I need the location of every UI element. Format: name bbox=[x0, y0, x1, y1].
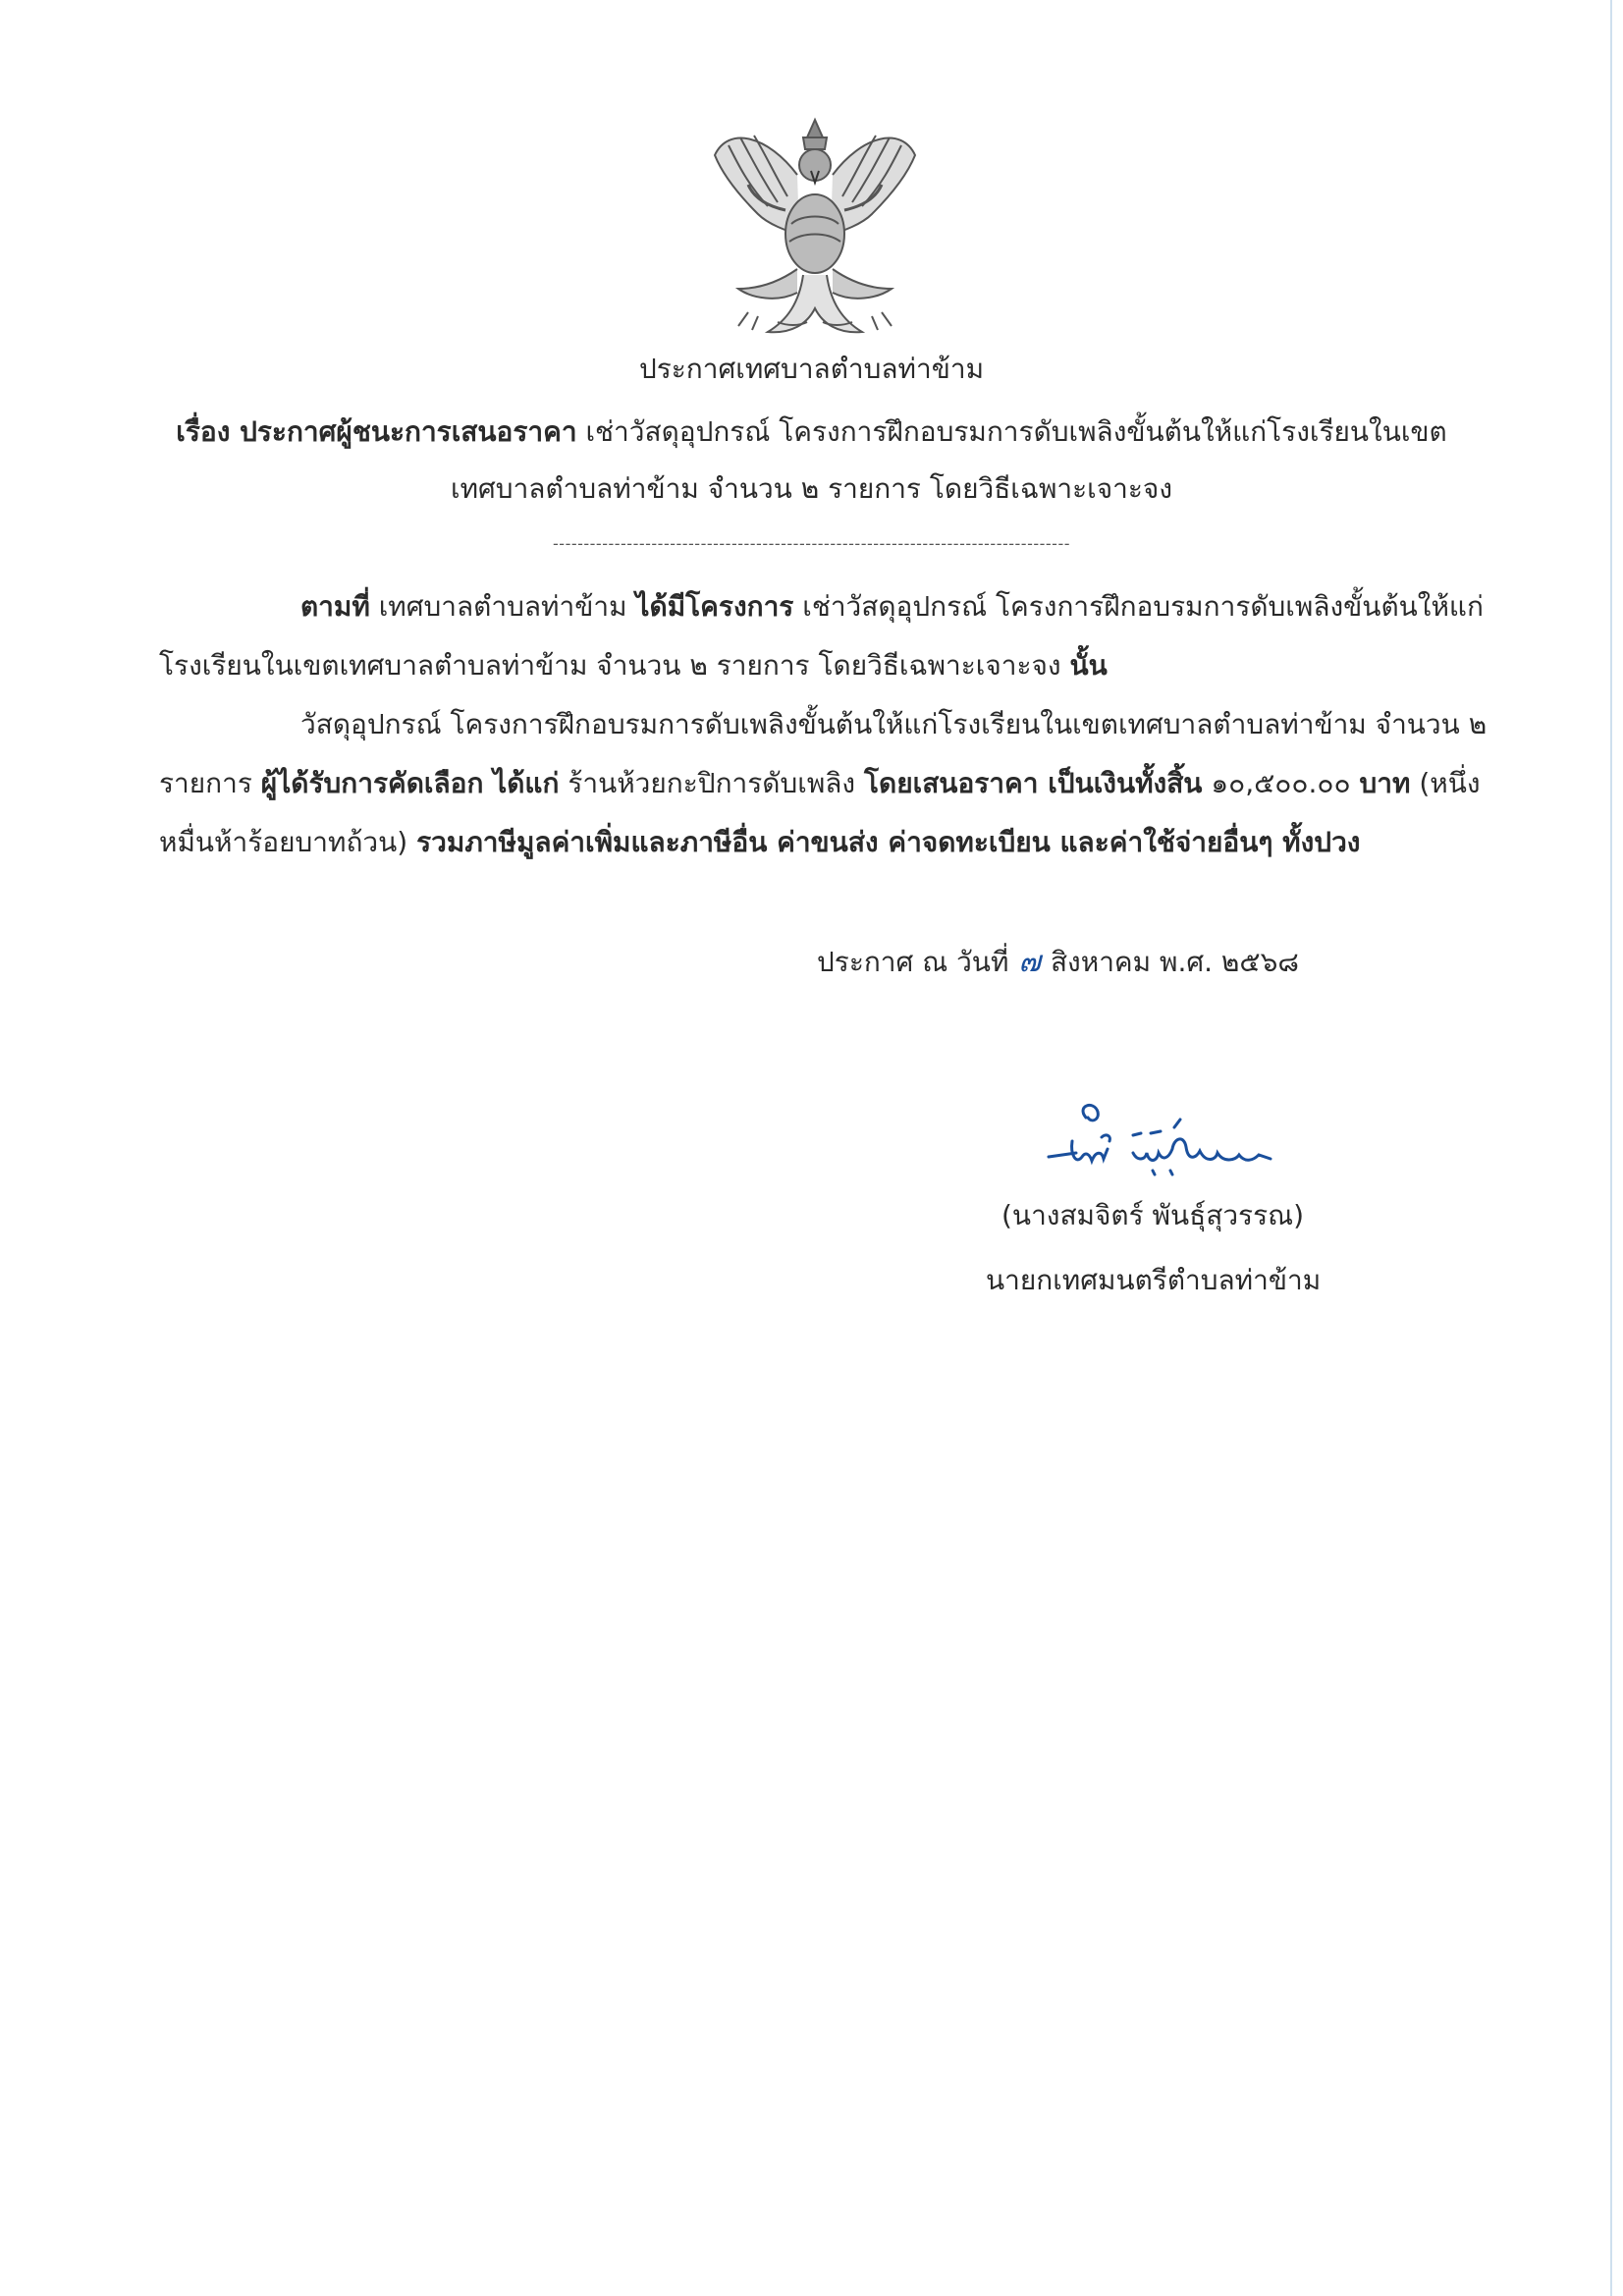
body-5b: รวมภาษีมูลค่าเพิ่มและภาษีอื่น ค่าขนส่ง ค่าจดทะเบียน และค่าใช้จ่ายอื่นๆ ทั้งปวง bbox=[416, 826, 1361, 858]
scan-edge-line bbox=[1610, 0, 1612, 2296]
body-4d: โดยเสนอราคา เป็นเงินทั้งสิ้น bbox=[864, 767, 1203, 799]
body-4a: รายการ bbox=[159, 767, 261, 799]
signer-position: นายกเทศมนตรีตำบลท่าข้าม bbox=[986, 1264, 1322, 1296]
body-1d: เช่าวัสดุอุปกรณ์ โครงการฝึกอบรมการดับเพลิงขั้นต้นให้แก่ bbox=[793, 590, 1484, 623]
date-day: ๗ bbox=[1018, 945, 1041, 979]
body-2a: โรงเรียนในเขตเทศบาลตำบลท่าข้าม จำนวน ๒ รายการ โดยวิธีเฉพาะเจาะจง bbox=[159, 649, 1070, 682]
body-1c: ได้มีโครงการ bbox=[635, 590, 794, 623]
body-4f: บาท bbox=[1359, 767, 1411, 799]
body-line-4 bbox=[159, 762, 1481, 805]
body-5a: หมื่นห้าร้อยบาทถ้วน) bbox=[159, 826, 417, 858]
handwritten-signature-icon bbox=[1043, 1098, 1284, 1182]
body-4g: (หนึ่ง bbox=[1410, 767, 1481, 799]
separator-line: ------------------------------------------------------------------------------------ bbox=[553, 534, 1070, 553]
announcement-title: ประกาศเทศบาลตำบลท่าข้าม bbox=[638, 353, 985, 385]
body-4b: ผู้ได้รับการคัดเลือก ได้แก่ bbox=[260, 767, 560, 799]
date-month-year: สิงหาคม พ.ศ. ๒๕๖๘ bbox=[1050, 946, 1299, 978]
signer-name: (นางสมจิตร์ พันธุ์สุวรรณ) bbox=[1001, 1199, 1305, 1231]
subject-text: เช่าวัสดุอุปกรณ์ โครงการฝึกอบรมการดับเพลิงขั้นต้นให้แก่โรงเรียนในเขต bbox=[576, 415, 1447, 448]
subject-line-1 bbox=[0, 410, 1623, 454]
subject-label: เรื่อง ประกาศผู้ชนะการเสนอราคา bbox=[176, 415, 577, 448]
body-1b: เทศบาลตำบลท่าข้าม bbox=[369, 590, 636, 623]
body-line-1 bbox=[300, 585, 1484, 629]
body-line-2 bbox=[159, 644, 1108, 687]
body-line-3: วัสดุอุปกรณ์ โครงการฝึกอบรมการดับเพลิงขั้นต้นให้แก่โรงเรียนในเขตเทศบาลตำบลท่าข้าม จำนวน ๒ bbox=[300, 708, 1488, 740]
date-prefix: ประกาศ ณ วันที่ bbox=[817, 946, 1009, 978]
body-2b: นั้น bbox=[1069, 649, 1108, 682]
body-line-5 bbox=[159, 821, 1360, 864]
subject-line-2: เทศบาลตำบลท่าข้าม จำนวน ๒ รายการ โดยวิธีเฉพาะเจาะจง bbox=[451, 472, 1172, 505]
body-1a: ตามที่ bbox=[300, 590, 370, 623]
announcement-date bbox=[817, 941, 1299, 984]
body-4c: ร้านห้วยกะปิการดับเพลิง bbox=[559, 767, 865, 799]
garuda-emblem-icon bbox=[709, 116, 921, 344]
body-4e: ๑๐,๕๐๐.๐๐ bbox=[1202, 767, 1360, 799]
